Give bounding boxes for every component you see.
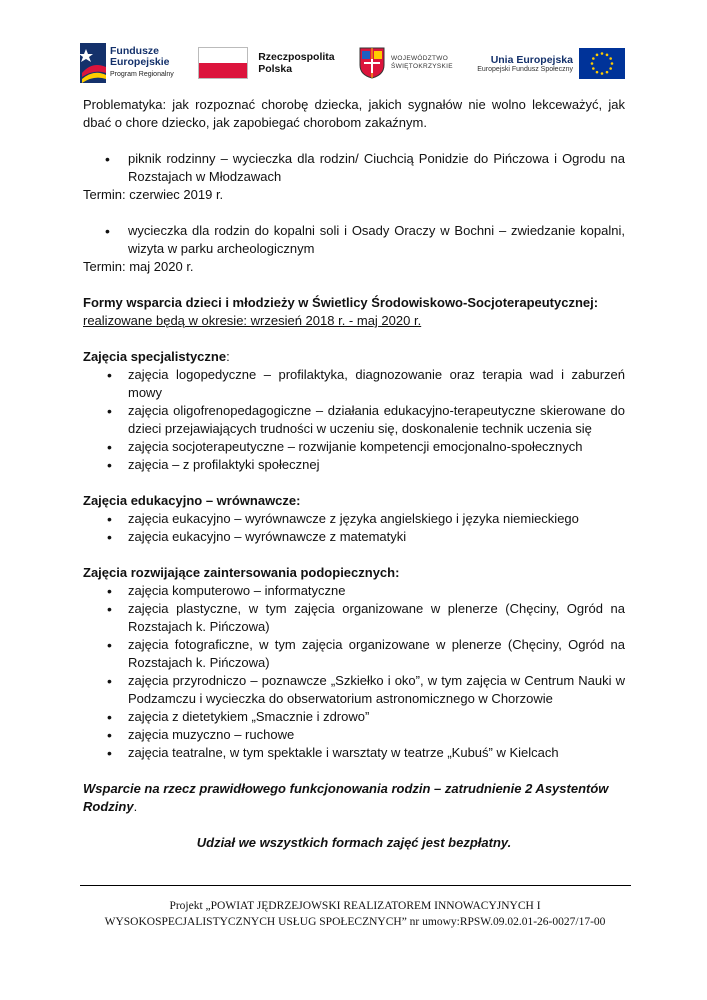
fe-line2: Europejskie bbox=[110, 56, 170, 68]
list-item: • zajęcia logopedyczne – profilaktyka, diagnozowanie oraz terapia wad i zaburzeń mowy bbox=[83, 366, 625, 402]
eu-star-icon bbox=[609, 57, 612, 60]
fe-line1: Fundusze bbox=[110, 45, 159, 57]
list-item: • zajęcia z dietetykiem „Smacznie i zdrowo” bbox=[83, 708, 625, 726]
intro-paragraph: Problematyka: jak rozpoznać chorobę dziecka, jakich sygnałów nie wolno lekceważyć, jak dbać o chore dziecko, jak zapobiegać chorobom zakaźnym. bbox=[83, 97, 625, 130]
list-item: • zajęcia muzyczno – ruchowe bbox=[83, 726, 625, 744]
rp-line1: Rzeczpospolita bbox=[258, 51, 335, 63]
support-dot: . bbox=[133, 799, 138, 814]
section-title-rozwijajace: Zajęcia rozwijające zaintersowania podopiecznych: bbox=[83, 565, 400, 580]
footer-line2: WYSOKOSPECJALISTYCZNYCH USŁUG SPOŁECZNYCH” nr umowy:RPSW.09.02.01-26-0027/17-00 bbox=[104, 916, 606, 928]
list-item: • zajęcia oligofrenopedagogiczne – działania edukacyjno-terapeutyczne skierowane do dzieci przejawiających trudności w uczeniu się, doskonalenie technik uczenia się bbox=[83, 402, 625, 438]
forms-period: realizowane będą w okresie: wrzesień 2018 r. - maj 2020 r. bbox=[83, 313, 422, 328]
forms-title: Formy wsparcia dzieci i młodzieży w Świetlicy Środowiskowo-Socjoterapeutycznej: bbox=[83, 295, 599, 310]
ws-line1: WOJEWÓDZTWO bbox=[391, 55, 449, 62]
section-list-specjalistyczne bbox=[83, 366, 625, 474]
polish-flag-icon bbox=[198, 47, 248, 79]
list-item: • zajęcia eukacyjno – wyrównawcze z matematyki bbox=[83, 528, 625, 546]
list-item: • zajęcia fotograficzne, w tym zajęcia organizowane w plenerze (Chęciny, Ogród na Rozstajach k. Pińczowa) bbox=[83, 636, 625, 672]
section-title-edukacyjno: Zajęcia edukacyjno – wrównawcze: bbox=[83, 493, 301, 508]
unia-europejska-logo bbox=[477, 48, 625, 79]
rp-line2: Polska bbox=[258, 63, 293, 75]
coat-of-arms-icon bbox=[359, 47, 385, 79]
header-logos bbox=[80, 40, 625, 86]
eu-star-icon bbox=[596, 53, 599, 56]
section-title-text: Zajęcia specjalistyczne bbox=[83, 349, 227, 364]
list-item: • zajęcia eukacyjno – wyrównawcze z języka angielskiego i języka niemieckiego bbox=[83, 510, 625, 528]
termin-1: Termin: czerwiec 2019 r. bbox=[83, 187, 224, 202]
list-item: • zajęcia komputerowo – informatyczne bbox=[83, 582, 625, 600]
ue-line2: Europejski Fundusz Społeczny bbox=[477, 65, 573, 73]
document-body bbox=[83, 96, 625, 852]
section-title-specjalistyczne bbox=[83, 348, 625, 366]
eu-star-icon bbox=[606, 53, 609, 56]
list-item: • zajęcia socjoterapeutyczne – rozwijanie kompetencji emocjonalno-społecznych bbox=[83, 438, 625, 456]
footer-divider bbox=[80, 885, 631, 886]
list-item: • wycieczka dla rodzin do kopalni soli i Osady Oraczy w Bochni – zwiedzanie kopalni, wizyta w parku archeologicznym bbox=[83, 222, 625, 258]
fe-line3: Program Regionalny bbox=[110, 71, 174, 78]
eu-flag-icon bbox=[579, 48, 625, 79]
ue-line1: Unia Europejska bbox=[490, 53, 573, 66]
list-item: • zajęcia – z profilaktyki społecznej bbox=[83, 456, 625, 474]
eu-star-icon bbox=[592, 67, 595, 70]
eu-star-icon bbox=[592, 57, 595, 60]
eu-star-icon bbox=[601, 72, 604, 75]
rzeczpospolita-polska-logo bbox=[198, 47, 334, 79]
eu-star-icon bbox=[609, 67, 612, 70]
fundusze-europejskie-logo bbox=[80, 43, 174, 83]
support-text: Wsparcie na rzecz prawidłowego funkcjonowania rodzin – zatrudnienie 2 Asystentów Rodziny bbox=[83, 781, 609, 814]
trip-list-2 bbox=[83, 222, 625, 258]
list-item: • zajęcia teatralne, w tym spektakle i warsztaty w teatrze „Kubuś” w Kielcach bbox=[83, 744, 625, 762]
footer-line1: Projekt „POWIAT JĘDRZEJOWSKI REALIZATOREM INNOWACYJNYCH I bbox=[169, 900, 541, 912]
eu-star-icon bbox=[591, 62, 594, 65]
free-participation-note: Udział we wszystkich formach zajęć jest bezpłatny. bbox=[196, 835, 512, 850]
support-paragraph bbox=[83, 780, 625, 816]
section-list-edukacyjno bbox=[83, 510, 625, 546]
wojewodztwo-swietokrzyskie-logo bbox=[359, 47, 453, 79]
eu-star-icon bbox=[601, 52, 604, 55]
eu-star-icon bbox=[606, 70, 609, 73]
eu-star-icon bbox=[611, 62, 614, 65]
list-item: • piknik rodzinny – wycieczka dla rodzin/ Ciuchcią Ponidzie do Pińczowa i Ogrodu na Rozstajach w Młodzawach bbox=[83, 150, 625, 186]
section-title-suffix: : bbox=[226, 349, 230, 364]
list-item: • zajęcia plastyczne, w tym zajęcia organizowane w plenerze (Chęciny, Ogród na Rozstajach k. Pińczowa) bbox=[83, 600, 625, 636]
fe-emblem-icon bbox=[80, 43, 106, 83]
termin-2: Termin: maj 2020 r. bbox=[83, 259, 194, 274]
eu-star-icon bbox=[596, 70, 599, 73]
list-item: • zajęcia przyrodniczo – poznawcze „Szkiełko i oko”, w tym zajęcia w Centrum Nauki w Podzamczu i wycieczka do obserwatorium astronomicznego w Chorzowie bbox=[83, 672, 625, 708]
ws-line2: ŚWIĘTOKRZYSKIE bbox=[391, 63, 453, 70]
footer bbox=[60, 898, 650, 930]
section-list-rozwijajace bbox=[83, 582, 625, 762]
trip-list-1 bbox=[83, 150, 625, 186]
